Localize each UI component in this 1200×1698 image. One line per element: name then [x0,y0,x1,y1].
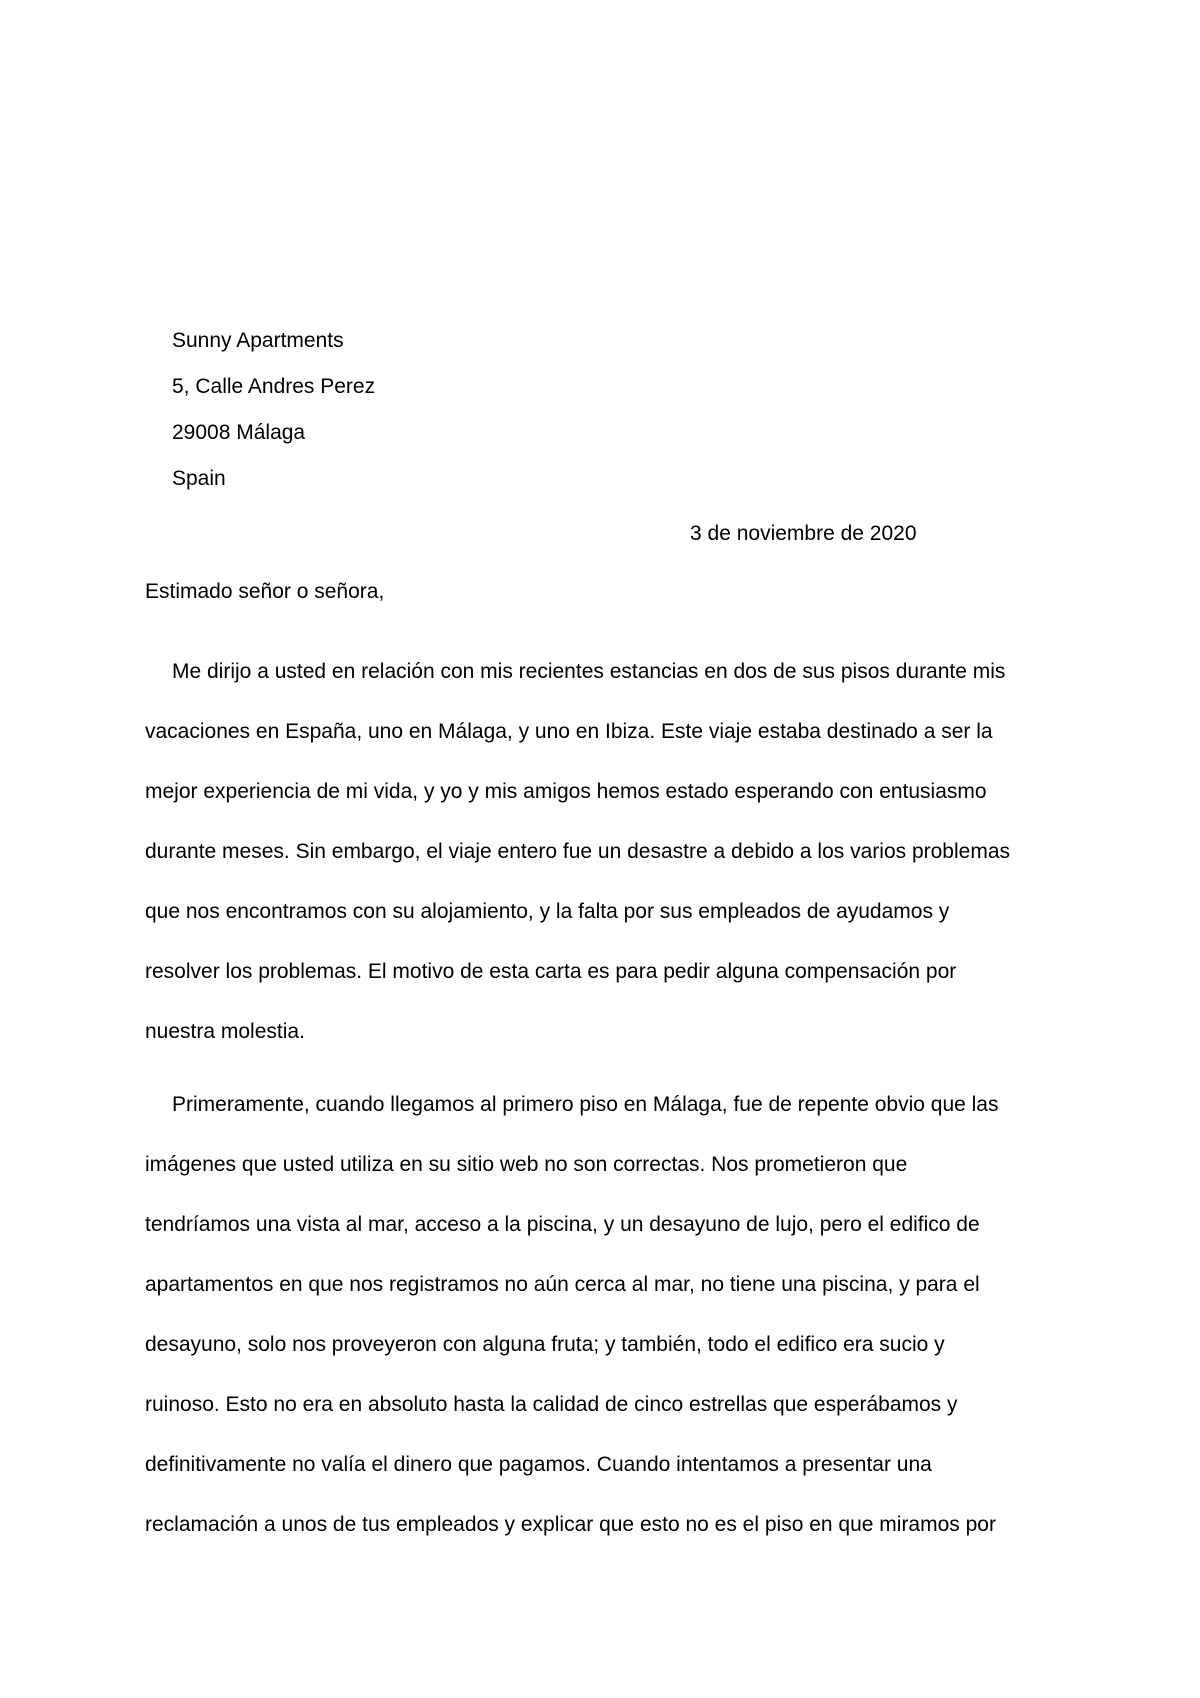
paragraph-line: reclamación a unos de tus empleados y explicar que esto no es el piso en que miramos por [145,1513,996,1536]
address-line-street: 5, Calle Andres Perez [172,375,376,398]
paragraph-line: que nos encontramos con su alojamiento, y la falta por sus empleados de ayudamos y [145,900,950,923]
paragraph-line: imágenes que usted utiliza en su sitio web no son correctas. Nos prometieron que [145,1153,908,1176]
paragraph-line: mejor experiencia de mi vida, y yo y mis amigos hemos estado esperando con entusiasmo [145,780,987,803]
paragraph-line: durante meses. Sin embargo, el viaje entero fue un desastre a debido a los varios problemas [145,840,1010,863]
paragraph-line: Me dirijo a usted en relación con mis recientes estancias en dos de sus pisos durante mis [172,660,1006,683]
paragraph-line: tendríamos una vista al mar, acceso a la piscina, y un desayuno de lujo, pero el edifico de [145,1213,980,1236]
paragraph-line: desayuno, solo nos proveyeron con alguna fruta; y también, todo el edifico era sucio y [145,1333,945,1356]
paragraph-1 [145,642,1065,1062]
paragraph-line: resolver los problemas. El motivo de esta carta es para pedir alguna compensación por [145,960,957,983]
paragraph-line: ruinoso. Esto no era en absoluto hasta la calidad de cinco estrellas que esperábamos y [145,1393,958,1416]
address-line-country: Spain [172,467,226,490]
paragraph-line: vacaciones en España, uno en Málaga, y uno en Ibiza. Este viaje estaba destinado a ser la [145,720,993,743]
address-line-city: 29008 Málaga [172,421,306,444]
paragraph-2 [145,1075,1065,1555]
paragraph-line: apartamentos en que nos registramos no aún cerca al mar, no tiene una piscina, y para el [145,1273,980,1296]
salutation: Estimado señor o señora, [145,580,385,603]
recipient-address [172,318,375,502]
paragraph-line: nuestra molestia. [145,1020,305,1043]
paragraph-line: Primeramente, cuando llegamos al primero piso en Málaga, fue de repente obvio que las [172,1093,999,1116]
letter-date: 3 de noviembre de 2020 [690,522,917,545]
paragraph-line: definitivamente no valía el dinero que pagamos. Cuando intentamos a presentar una [145,1453,932,1476]
address-line-company: Sunny Apartments [172,329,344,352]
